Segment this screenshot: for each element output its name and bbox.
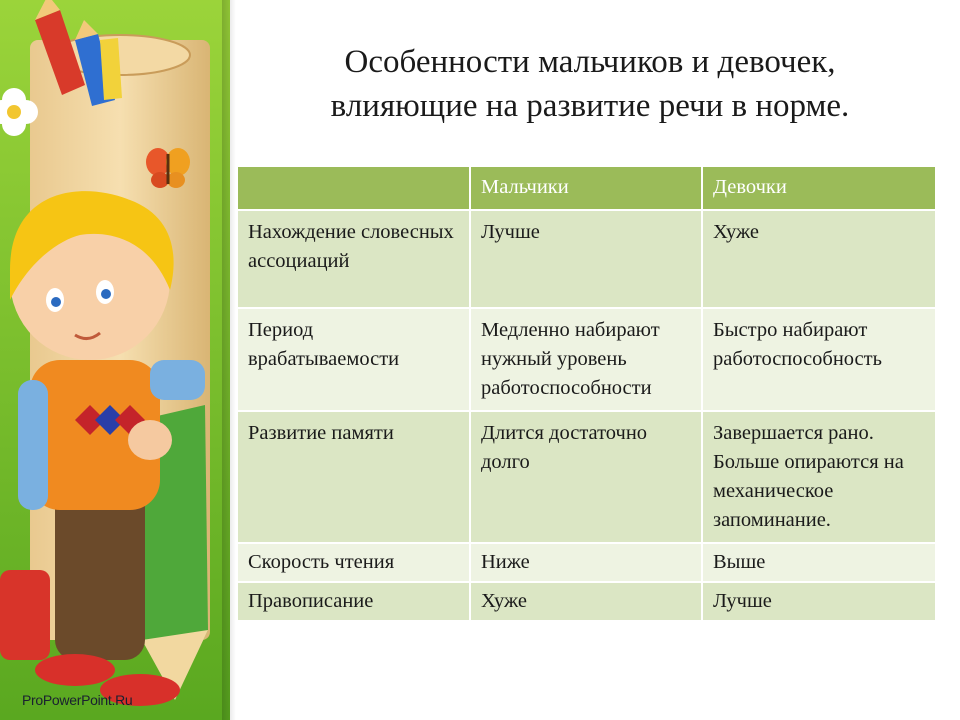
table-row	[238, 543, 935, 582]
table-row	[238, 411, 935, 543]
row-label: Развитие памяти	[238, 411, 470, 543]
table-header-row	[238, 167, 935, 210]
row-label: Скорость чтения	[238, 543, 470, 582]
boys-cell: Хуже	[470, 582, 702, 621]
boys-cell: Длится достаточно долго	[470, 411, 702, 543]
table-row	[238, 210, 935, 308]
slide-title	[250, 40, 930, 128]
row-label: Нахождение словесных ассоциаций	[238, 210, 470, 308]
header-cell-empty	[238, 167, 470, 210]
panel-shadow	[222, 0, 236, 720]
comparison-table	[238, 167, 935, 622]
boys-cell: Лучше	[470, 210, 702, 308]
girls-cell: Выше	[702, 543, 935, 582]
row-label: Период врабатываемости	[238, 308, 470, 411]
row-label: Правописание	[238, 582, 470, 621]
boys-cell: Ниже	[470, 543, 702, 582]
girls-cell: Лучше	[702, 582, 935, 621]
table-row	[238, 308, 935, 411]
table-row	[238, 582, 935, 621]
header-cell-boys: Мальчики	[470, 167, 702, 210]
decorative-illustration	[0, 0, 230, 720]
watermark: ProPowerPoint.Ru	[22, 692, 133, 708]
title-line-2: влияющие на развитие речи в норме.	[330, 88, 850, 124]
girls-cell: Хуже	[702, 210, 935, 308]
boys-cell: Медленно набирают нужный уровень работоспособности	[470, 308, 702, 411]
girls-cell: Завершается рано. Больше опираются на механическое запоминание.	[702, 411, 935, 543]
girls-cell: Быстро набирают работоспособность	[702, 308, 935, 411]
butterfly	[146, 148, 190, 188]
backpack	[0, 570, 50, 660]
header-cell-girls: Девочки	[702, 167, 935, 210]
title-line-1: Особенности мальчиков и девочек,	[344, 44, 836, 80]
